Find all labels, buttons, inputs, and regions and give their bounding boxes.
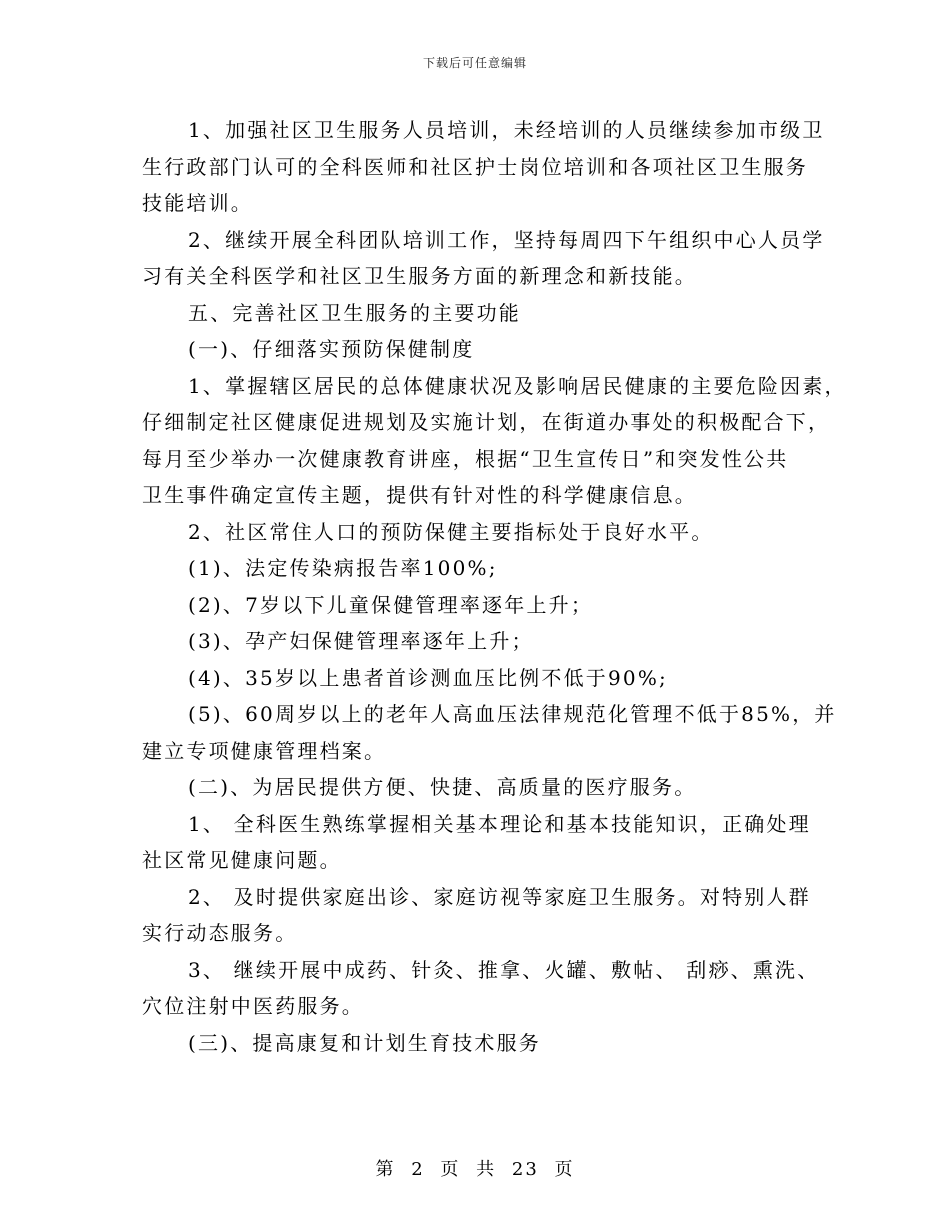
list-item bbox=[142, 660, 814, 697]
text-line: (一)、仔细落实预防保健制度 bbox=[188, 337, 475, 361]
list-item bbox=[142, 696, 837, 769]
text-line: (2)、7岁以下儿童保健管理率逐年上升； bbox=[188, 592, 594, 617]
text-line: 2、继续开展全科团队培训工作，坚持每周四下午组织中心人员学 bbox=[188, 227, 825, 252]
text-line: (5)、60周岁以上的老年人高血压法律规范化管理不低于85%，并 bbox=[188, 702, 837, 726]
text-line: 1、掌握辖区居民的总体健康状况及影响居民健康的主要危险因素， bbox=[188, 373, 847, 398]
text-line: 建立专项健康管理档案。 bbox=[142, 738, 387, 763]
text-line: 1、 全科医生熟练掌握相关基本理论和基本技能知识，正确处理 bbox=[188, 811, 811, 836]
paragraph bbox=[142, 879, 814, 952]
document-body bbox=[142, 112, 847, 1061]
paragraph bbox=[142, 806, 814, 879]
text-line: (1)、法定传染病报告率100%; bbox=[188, 556, 498, 580]
subsection-heading bbox=[142, 331, 814, 368]
section-heading bbox=[142, 295, 814, 332]
paragraph bbox=[142, 514, 814, 551]
page-header bbox=[0, 54, 950, 71]
footer-prefix: 第 bbox=[375, 1159, 396, 1180]
footer-page-word: 页 bbox=[440, 1159, 461, 1180]
footer-total-word: 共 bbox=[476, 1159, 497, 1180]
list-item bbox=[142, 550, 814, 587]
text-line: 仔细制定社区健康促进规划及实施计划，在街道办事处的积极配合下， bbox=[142, 410, 831, 434]
text-line: 每月至少举办一次健康教育讲座，根据“卫生宣传日”和突发性公共 bbox=[142, 446, 789, 471]
paragraph bbox=[142, 112, 825, 222]
text-line: (3)、孕产妇保健管理率逐年上升； bbox=[188, 629, 534, 653]
paragraph bbox=[142, 952, 820, 1025]
text-line: 2、社区常住人口的预防保健主要指标处于良好水平。 bbox=[188, 519, 714, 544]
text-line: 卫生事件确定宣传主题，提供有针对性的科学健康信息。 bbox=[142, 483, 697, 507]
footer-page-number: 2 bbox=[411, 1159, 425, 1180]
text-line: 生行政部门认可的全科医师和社区护士岗位培训和各项社区卫生服务 bbox=[142, 154, 808, 179]
text-line: 1、加强社区卫生服务人员培训，未经培训的人员继续参加市级卫 bbox=[188, 118, 825, 142]
text-line: 2、 及时提供家庭出诊、家庭访视等家庭卫生服务。对特别人群 bbox=[188, 884, 811, 909]
paragraph bbox=[142, 368, 847, 514]
page-footer bbox=[0, 1155, 950, 1181]
text-line: 穴位注射中医药服务。 bbox=[142, 994, 364, 1018]
list-item bbox=[142, 623, 814, 660]
text-line: 技能培训。 bbox=[142, 191, 253, 215]
footer-suffix: 页 bbox=[554, 1159, 575, 1180]
footer-total-pages: 23 bbox=[511, 1159, 539, 1180]
text-line: (三)、提高康复和计划生育技术服务 bbox=[188, 1030, 542, 1055]
text-line: 五、完善社区卫生服务的主要功能 bbox=[188, 300, 521, 325]
list-item bbox=[142, 587, 814, 624]
header-text: 下载后可任意编辑 bbox=[422, 56, 527, 70]
text-line: 习有关全科医学和社区卫生服务方面的新理念和新技能。 bbox=[142, 264, 697, 288]
text-line: 社区常见健康问题。 bbox=[142, 848, 342, 872]
subsection-heading bbox=[142, 769, 814, 806]
text-line: 3、 继续开展中成药、针灸、推拿、火罐、敷帖、 刮痧、熏洗、 bbox=[188, 957, 820, 982]
subsection-heading bbox=[142, 1025, 814, 1062]
text-line: 实行动态服务。 bbox=[142, 921, 298, 945]
text-line: (4)、35岁以上患者首诊测血压比例不低于90%; bbox=[188, 665, 668, 690]
text-line: (二)、为居民提供方便、快捷、高质量的医疗服务。 bbox=[188, 775, 697, 799]
paragraph bbox=[142, 222, 825, 295]
